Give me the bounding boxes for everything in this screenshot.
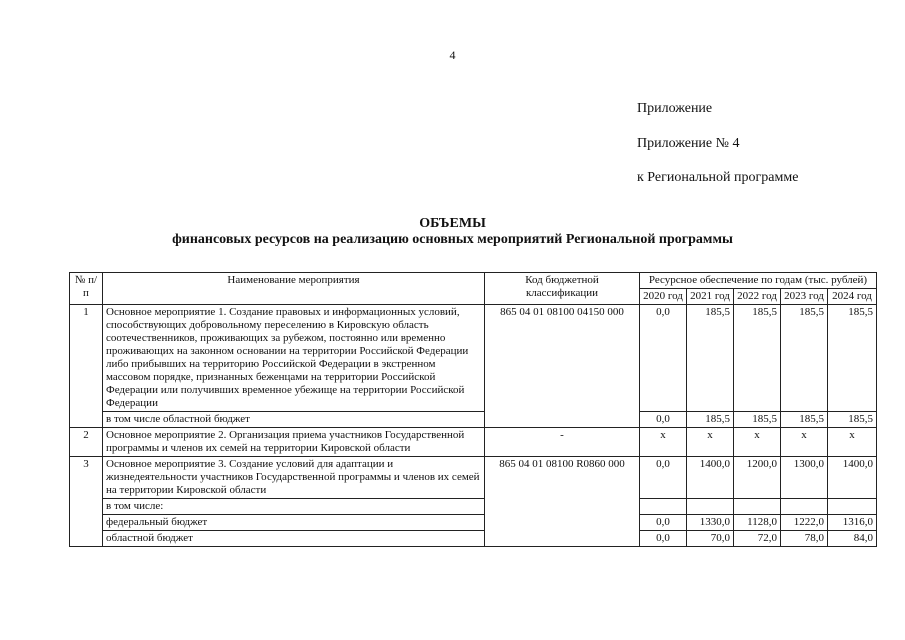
- row-value: x: [687, 428, 734, 457]
- row-name: Основное мероприятие 1. Создание правовых и информационных условий, способствующих добровольному переселению в Кировскую область соотечественников, проживающих за рубежом, постоянно или временно проживающих на законном основании на территории Российской Федерации либо прибывших на территорию Российской Федерации в экстренном массовом порядке, признанных беженцами на территории Российской Федерации или получивших временное убежище на территории Российской Федерации: [103, 305, 485, 412]
- subrow-value: 1222,0: [781, 515, 828, 531]
- appendix-line-3: к Региональной программе: [637, 170, 799, 185]
- row-value: 185,5: [828, 305, 877, 412]
- row-code: -: [485, 428, 640, 457]
- appendix-line-1: Приложение: [637, 101, 713, 116]
- row-value: 1400,0: [828, 457, 877, 499]
- row-num: 1: [70, 305, 103, 428]
- subrow-value: 1330,0: [687, 515, 734, 531]
- subrow-value: 1316,0: [828, 515, 877, 531]
- subrow-value: 1128,0: [734, 515, 781, 531]
- subrow-label: областной бюджет: [103, 531, 485, 547]
- row-value: 185,5: [687, 305, 734, 412]
- row-code: 865 04 01 08100 04150 000: [485, 305, 640, 428]
- financial-resources-table: [69, 272, 877, 547]
- table-subrow: [70, 531, 877, 547]
- table-row: [70, 305, 877, 412]
- header-code: Код бюджетной классификации: [485, 273, 640, 305]
- subrow-value: 185,5: [687, 412, 734, 428]
- page-number: 4: [449, 48, 456, 62]
- header-year: 2021 год: [687, 289, 734, 305]
- table-row: [70, 457, 877, 499]
- header-year: 2023 год: [781, 289, 828, 305]
- row-value: 185,5: [734, 305, 781, 412]
- row-name: Основное мероприятие 3. Создание условий для адаптации и жизнедеятельности участников Государственной программы и членов их семей на территории Кировской области: [103, 457, 485, 499]
- table-subrow: [70, 499, 877, 515]
- row-num: 2: [70, 428, 103, 457]
- row-value: x: [640, 428, 687, 457]
- subrow-value: 72,0: [734, 531, 781, 547]
- row-value: x: [781, 428, 828, 457]
- subrow-value: [640, 499, 687, 515]
- document-title: [0, 216, 905, 248]
- subrow-value: 0,0: [640, 412, 687, 428]
- header-num: № п/п: [70, 273, 103, 305]
- subrow-value: 78,0: [781, 531, 828, 547]
- header-year: 2024 год: [828, 289, 877, 305]
- subrow-value: 84,0: [828, 531, 877, 547]
- title-line-2: финансовых ресурсов на реализацию основных мероприятий Региональной программы: [172, 232, 733, 247]
- subrow-value: [828, 499, 877, 515]
- row-value: 1400,0: [687, 457, 734, 499]
- subrow-value: [781, 499, 828, 515]
- subrow-label: в том числе:: [103, 499, 485, 515]
- row-value: 0,0: [640, 457, 687, 499]
- row-name: Основное мероприятие 2. Организация приема участников Государственной программы и членов их семей на территории Кировской области: [103, 428, 485, 457]
- header-name: Наименование мероприятия: [103, 273, 485, 305]
- row-value: 0,0: [640, 305, 687, 412]
- subrow-label: федеральный бюджет: [103, 515, 485, 531]
- subrow-label: в том числе областной бюджет: [103, 412, 485, 428]
- table-row: [70, 428, 877, 457]
- row-code: 865 04 01 08100 R0860 000: [485, 457, 640, 547]
- subrow-value: 185,5: [734, 412, 781, 428]
- header-year: 2022 год: [734, 289, 781, 305]
- row-num: 3: [70, 457, 103, 547]
- header-row-1: [70, 273, 877, 289]
- table-subrow: [70, 412, 877, 428]
- subrow-value: 0,0: [640, 531, 687, 547]
- subrow-value: [734, 499, 781, 515]
- subrow-value: [687, 499, 734, 515]
- title-line-1: ОБЪЕМЫ: [419, 216, 486, 231]
- header-year: 2020 год: [640, 289, 687, 305]
- row-value: x: [734, 428, 781, 457]
- row-value: 185,5: [781, 305, 828, 412]
- header-resources: Ресурсное обеспечение по годам (тыс. рублей): [640, 273, 877, 289]
- appendix-line-2: Приложение № 4: [637, 136, 740, 151]
- row-value: 1300,0: [781, 457, 828, 499]
- subrow-value: 185,5: [781, 412, 828, 428]
- subrow-value: 70,0: [687, 531, 734, 547]
- subrow-value: 185,5: [828, 412, 877, 428]
- row-value: 1200,0: [734, 457, 781, 499]
- subrow-value: 0,0: [640, 515, 687, 531]
- row-value: x: [828, 428, 877, 457]
- table-subrow: [70, 515, 877, 531]
